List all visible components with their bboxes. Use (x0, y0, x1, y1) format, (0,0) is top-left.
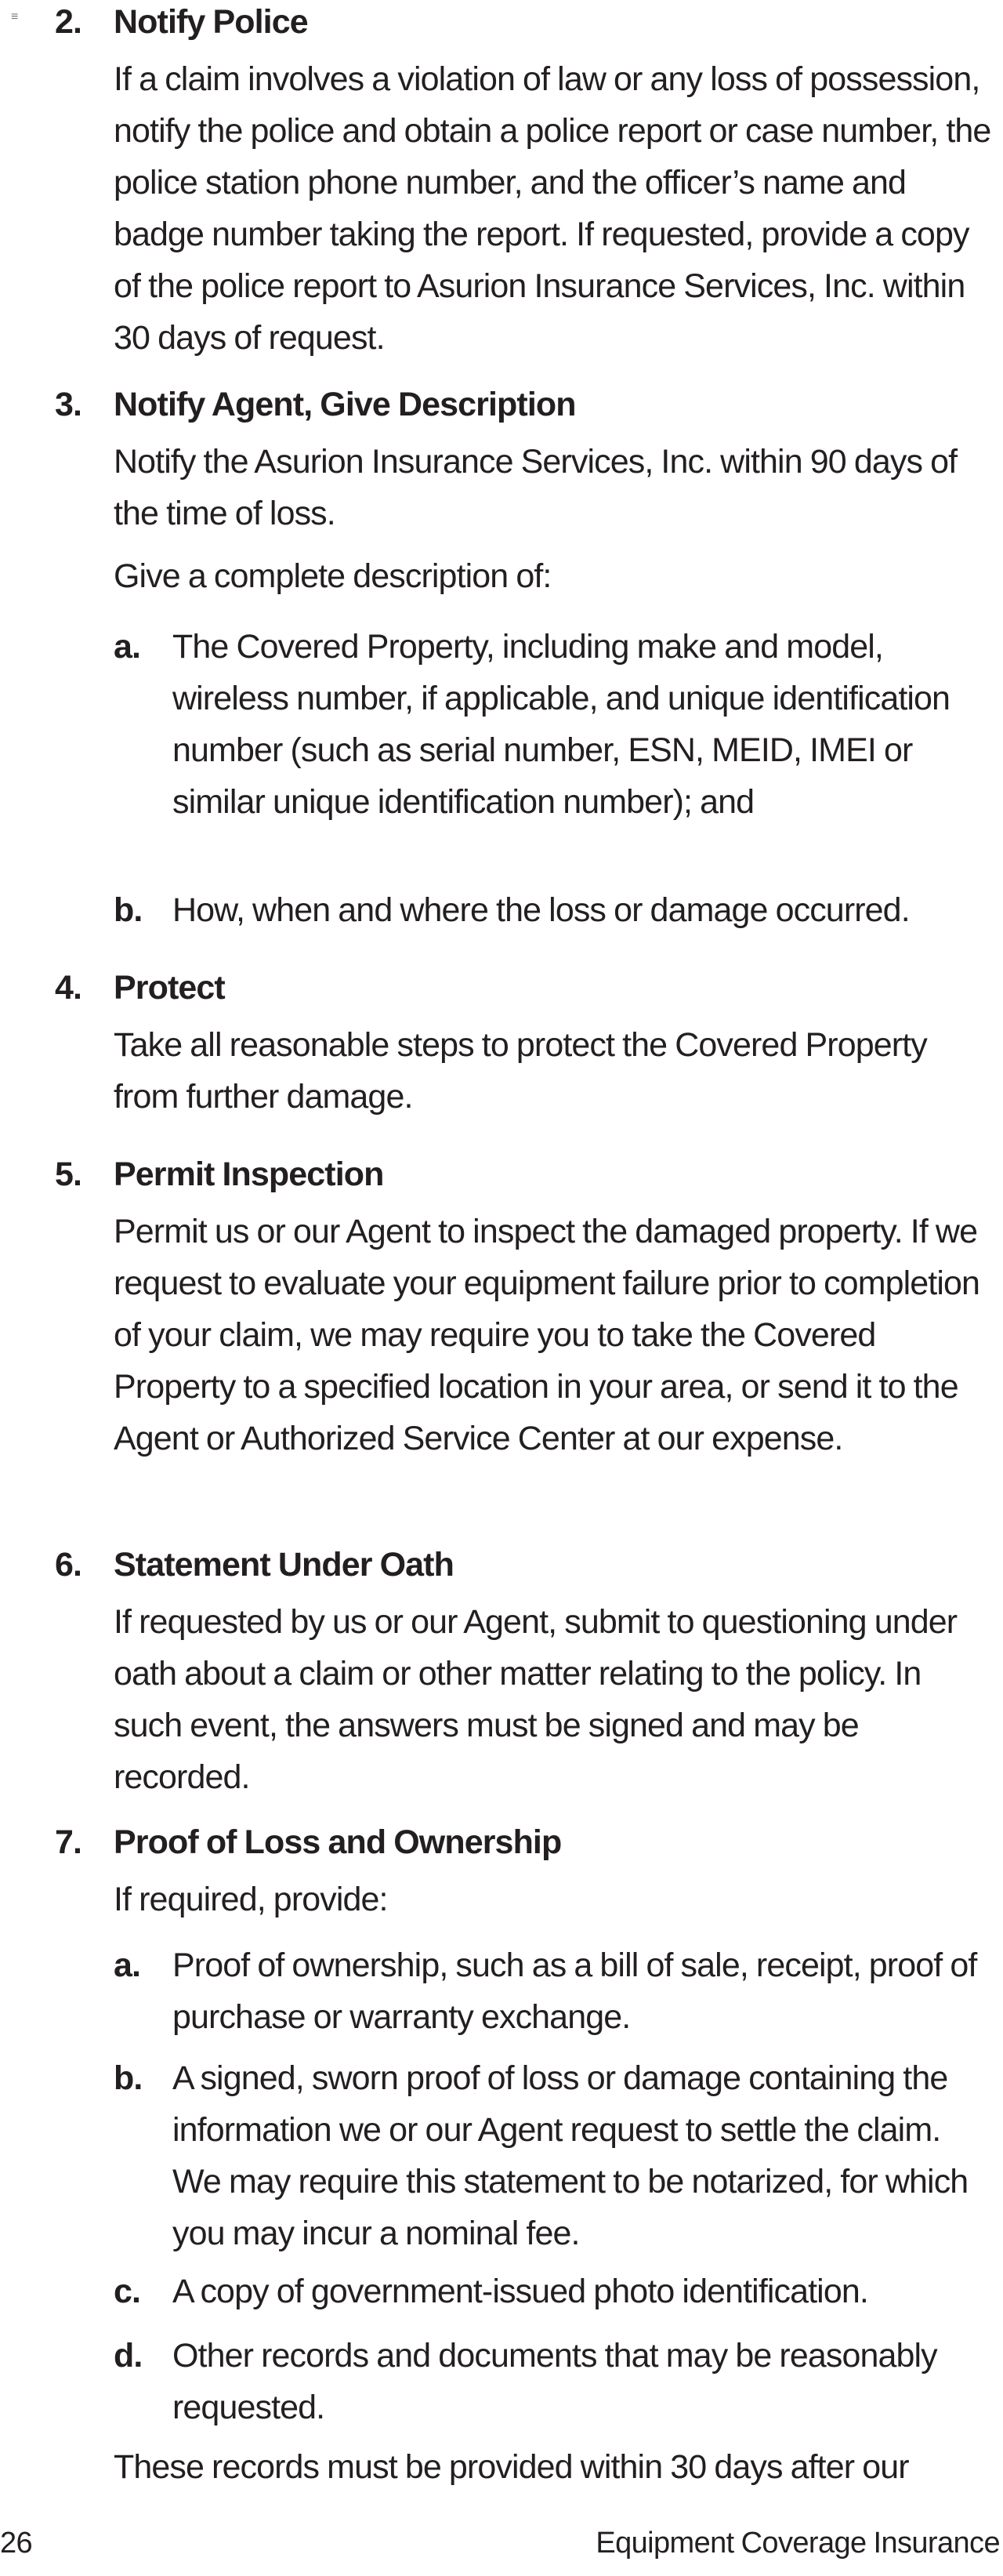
list-item-letter: a. (114, 628, 141, 666)
list-item-letter: b. (114, 2059, 143, 2097)
list-item-text: The Covered Property, including make and model, wireless number, if applicable, and unique identification number (such as serial number, ESN, MEID, IMEI or similar unique identification number); and (172, 628, 950, 821)
list-item-text: Other records and documents that may be reasonably requested. (172, 2337, 937, 2426)
section-number: 2. (55, 3, 82, 41)
section-paragraph: Notify the Asurion Insurance Services, Inc. within 90 days of the time of loss. (114, 443, 958, 532)
section-paragraph: If required, provide: (114, 1881, 388, 1918)
crop-mark-icon: ≡ (11, 10, 19, 24)
section-paragraph: Take all reasonable steps to protect the Covered Property from further damage. (114, 1026, 927, 1116)
list-item-letter: d. (114, 2337, 143, 2375)
section-paragraph: Permit us or our Agent to inspect the damaged property. If we request to evaluate your equipment failure prior to completion of your claim, we may require you to take the Covered Property to a specified location in your area, or send it to the Agent or Authorized Service Center at our expense. (114, 1213, 980, 1457)
section-heading: Permit Inspection (114, 1156, 384, 1193)
list-item-text: A copy of government-issued photo identification. (172, 2273, 868, 2310)
section-number: 4. (55, 969, 82, 1007)
section-number: 6. (55, 1546, 82, 1584)
footer-document-title: Equipment Coverage Insurance (596, 2527, 1000, 2560)
page-number: 26 (0, 2527, 33, 2560)
list-item-text: How, when and where the loss or damage occurred. (172, 891, 910, 929)
list-item-letter: a. (114, 1947, 141, 1984)
list-item-letter: c. (114, 2273, 141, 2310)
list-item-text: A signed, sworn proof of loss or damage containing the information we or our Agent request to settle the claim. We may require this statement to be notarized, for which you may incur a nominal fee. (172, 2059, 969, 2252)
section-number: 7. (55, 1823, 82, 1861)
section-heading: Notify Police (114, 3, 308, 41)
section-number: 3. (55, 386, 82, 423)
section-heading: Notify Agent, Give Description (114, 386, 576, 423)
section-number: 5. (55, 1156, 82, 1193)
section-paragraph: If a claim involves a violation of law or any loss of possession, notify the police and obtain a police report or case number, the police station phone number, and the officer’s name and badge number taking the report. If requested, provide a copy of the police report to Asurion Insurance Services, Inc. within 30 days of request. (114, 60, 991, 357)
closing-paragraph: These records must be provided within 30 days after our (114, 2448, 909, 2486)
section-heading: Protect (114, 969, 225, 1007)
section-paragraph: If requested by us or our Agent, submit to questioning under oath about a claim or other matter relating to the policy. In such event, the answers must be signed and may be recorded. (114, 1603, 958, 1796)
section-heading: Statement Under Oath (114, 1546, 454, 1584)
list-item-text: Proof of ownership, such as a bill of sale, receipt, proof of purchase or warranty exchange. (172, 1947, 977, 2036)
section-paragraph: Give a complete description of: (114, 557, 552, 595)
list-item-letter: b. (114, 891, 143, 929)
section-heading: Proof of Loss and Ownership (114, 1823, 562, 1861)
